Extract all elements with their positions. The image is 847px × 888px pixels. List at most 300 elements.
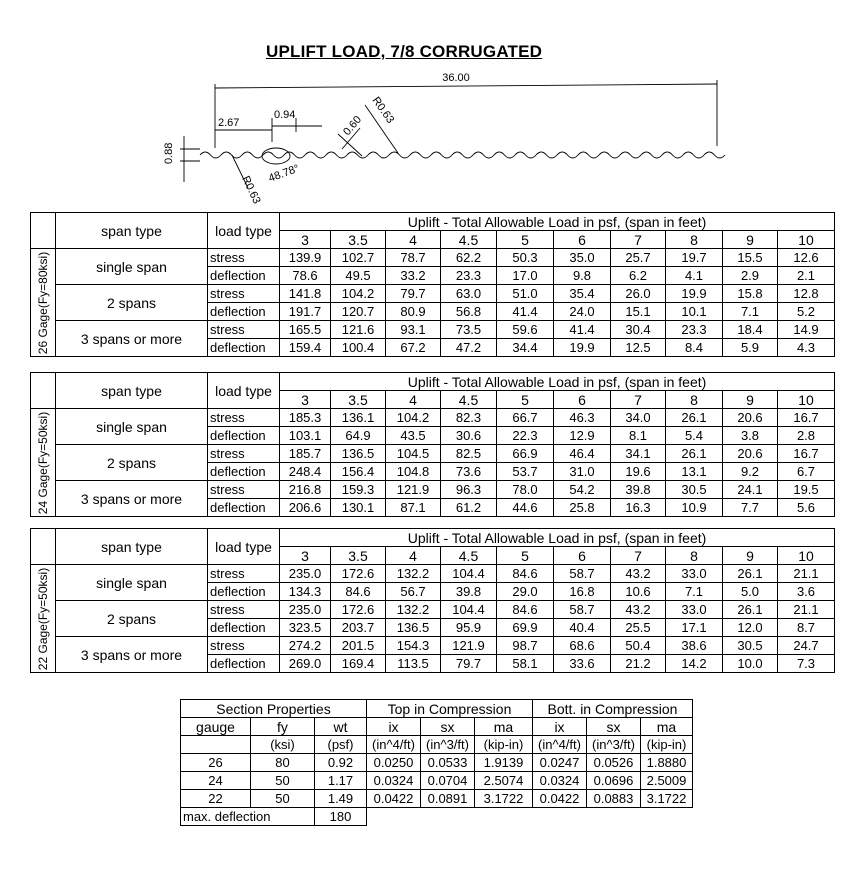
span-header-3: 3	[280, 547, 331, 565]
table-row	[181, 772, 693, 790]
property-cell: 0.0526	[587, 754, 641, 772]
property-cell: 80	[251, 754, 315, 772]
value-cell: 248.4	[280, 463, 331, 481]
value-cell: 87.1	[386, 499, 441, 517]
value-cell: 10.0	[723, 655, 778, 673]
value-cell: 139.9	[280, 249, 331, 267]
page-title: UPLIFT LOAD, 7/8 CORRUGATED	[266, 42, 543, 61]
value-cell: 19.6	[611, 463, 666, 481]
uplift-load-table-1	[30, 212, 835, 357]
value-cell: 269.0	[280, 655, 331, 673]
value-cell: 3.6	[778, 583, 835, 601]
col-fy: fy	[251, 718, 315, 736]
value-cell: 24.7	[778, 637, 835, 655]
value-cell: 10.1	[666, 303, 723, 321]
property-cell: 24	[181, 772, 251, 790]
value-cell: 191.7	[280, 303, 331, 321]
span-header-10: 10	[778, 391, 835, 409]
dim-pitch: 2.67	[218, 117, 240, 129]
value-cell: 5.2	[778, 303, 835, 321]
value-cell: 201.5	[331, 637, 386, 655]
load-type-cell: stress	[208, 445, 280, 463]
col-ma-top: ma	[475, 718, 533, 736]
property-cell: 3.1722	[641, 790, 693, 808]
value-cell: 34.4	[497, 339, 554, 357]
span-header-10: 10	[778, 547, 835, 565]
value-cell: 16.7	[778, 409, 835, 427]
value-cell: 16.7	[778, 445, 835, 463]
value-cell: 121.9	[441, 637, 497, 655]
unit-gauge-blank	[181, 736, 251, 754]
value-cell: 66.9	[497, 445, 554, 463]
span-header-7: 7	[611, 391, 666, 409]
value-cell: 15.5	[723, 249, 778, 267]
value-cell: 12.8	[778, 285, 835, 303]
span-header-3.5: 3.5	[331, 391, 386, 409]
span-header-4.5: 4.5	[441, 391, 497, 409]
value-cell: 84.6	[497, 565, 554, 583]
value-cell: 38.6	[666, 637, 723, 655]
value-cell: 73.6	[441, 463, 497, 481]
bott-compression-heading: Bott. in Compression	[533, 700, 693, 718]
value-cell: 169.4	[331, 655, 386, 673]
value-cell: 136.5	[331, 445, 386, 463]
value-cell: 98.7	[497, 637, 554, 655]
value-cell: 4.1	[666, 267, 723, 285]
col-wt: wt	[315, 718, 367, 736]
value-cell: 121.9	[386, 481, 441, 499]
value-cell: 59.6	[497, 321, 554, 339]
value-cell: 136.1	[331, 409, 386, 427]
value-cell: 66.7	[497, 409, 554, 427]
span-header-3.5: 3.5	[331, 231, 386, 249]
value-cell: 46.4	[554, 445, 611, 463]
value-cell: 104.8	[386, 463, 441, 481]
value-cell: 79.7	[441, 655, 497, 673]
dim-radius-top: R0.63	[369, 94, 397, 126]
value-cell: 46.3	[554, 409, 611, 427]
span-header-3: 3	[280, 391, 331, 409]
value-cell: 43.2	[611, 601, 666, 619]
unit-ix-top: (in^4/ft)	[367, 736, 421, 754]
value-cell: 13.1	[666, 463, 723, 481]
property-cell: 0.0324	[367, 772, 421, 790]
span-type-cell: 2 spans	[56, 601, 208, 637]
value-cell: 3.8	[723, 427, 778, 445]
dim-height: 0.88	[163, 142, 175, 164]
span-header-4.5: 4.5	[441, 231, 497, 249]
value-cell: 7.7	[723, 499, 778, 517]
value-cell: 78.0	[497, 481, 554, 499]
value-cell: 121.6	[331, 321, 386, 339]
value-cell: 100.4	[331, 339, 386, 357]
table-row	[31, 565, 835, 583]
span-header-9: 9	[723, 547, 778, 565]
max-deflection-value: 180	[315, 808, 367, 826]
value-cell: 73.5	[441, 321, 497, 339]
value-cell: 8.1	[611, 427, 666, 445]
value-cell: 23.3	[441, 267, 497, 285]
value-cell: 20.6	[723, 409, 778, 427]
property-cell: 50	[251, 790, 315, 808]
value-cell: 10.9	[666, 499, 723, 517]
property-cell: 0.0891	[421, 790, 475, 808]
value-cell: 7.3	[778, 655, 835, 673]
property-cell: 0.0883	[587, 790, 641, 808]
span-header-9: 9	[723, 391, 778, 409]
load-type-cell: deflection	[208, 463, 280, 481]
load-type-cell: stress	[208, 637, 280, 655]
value-cell: 43.5	[386, 427, 441, 445]
value-cell: 93.1	[386, 321, 441, 339]
value-cell: 33.0	[666, 601, 723, 619]
value-cell: 68.6	[554, 637, 611, 655]
span-header-7: 7	[611, 231, 666, 249]
value-cell: 134.3	[280, 583, 331, 601]
property-cell: 0.0422	[367, 790, 421, 808]
unit-wt: (psf)	[315, 736, 367, 754]
value-cell: 323.5	[280, 619, 331, 637]
value-cell: 103.1	[280, 427, 331, 445]
value-cell: 120.7	[331, 303, 386, 321]
dim-radius-bottom: R0.63	[239, 174, 263, 206]
table-row	[31, 445, 835, 463]
span-header-8: 8	[666, 547, 723, 565]
dim-half-width: 0.94	[274, 109, 296, 121]
span-type-cell: 2 spans	[56, 285, 208, 321]
span-type-cell: 3 spans or more	[56, 637, 208, 673]
value-cell: 95.9	[441, 619, 497, 637]
value-cell: 5.9	[723, 339, 778, 357]
table-row	[31, 481, 835, 499]
header-load-type: load type	[208, 213, 280, 249]
value-cell: 104.4	[441, 601, 497, 619]
gage-label-cell	[31, 565, 56, 673]
value-cell: 63.0	[441, 285, 497, 303]
span-header-4: 4	[386, 391, 441, 409]
value-cell: 82.5	[441, 445, 497, 463]
value-cell: 7.1	[666, 583, 723, 601]
span-header-4.5: 4.5	[441, 547, 497, 565]
value-cell: 39.8	[611, 481, 666, 499]
value-cell: 21.2	[611, 655, 666, 673]
value-cell: 34.1	[611, 445, 666, 463]
value-cell: 56.7	[386, 583, 441, 601]
value-cell: 21.1	[778, 565, 835, 583]
span-type-cell: 2 spans	[56, 445, 208, 481]
value-cell: 33.0	[666, 565, 723, 583]
value-cell: 14.9	[778, 321, 835, 339]
value-cell: 61.2	[441, 499, 497, 517]
table-row	[31, 249, 835, 267]
table-row	[181, 790, 693, 808]
header-load-type: load type	[208, 373, 280, 409]
property-cell: 22	[181, 790, 251, 808]
value-cell: 62.2	[441, 249, 497, 267]
value-cell: 26.1	[723, 565, 778, 583]
property-cell: 2.5074	[475, 772, 533, 790]
value-cell: 104.4	[441, 565, 497, 583]
col-ix-bott: ix	[533, 718, 587, 736]
header-span-type: span type	[56, 373, 208, 409]
property-cell: 0.0247	[533, 754, 587, 772]
span-header-4: 4	[386, 231, 441, 249]
value-cell: 141.8	[280, 285, 331, 303]
span-type-cell: 3 spans or more	[56, 481, 208, 517]
property-cell: 0.0533	[421, 754, 475, 772]
value-cell: 82.3	[441, 409, 497, 427]
span-header-8: 8	[666, 231, 723, 249]
value-cell: 113.5	[386, 655, 441, 673]
value-cell: 18.4	[723, 321, 778, 339]
section-properties-table	[180, 699, 693, 826]
value-cell: 235.0	[280, 565, 331, 583]
value-cell: 50.3	[497, 249, 554, 267]
header-uplift: Uplift - Total Allowable Load in psf, (span in feet)	[280, 529, 835, 547]
dim-gap: 0.60	[341, 113, 365, 138]
property-cell: 0.92	[315, 754, 367, 772]
header-span-type: span type	[56, 529, 208, 565]
value-cell: 104.5	[386, 445, 441, 463]
value-cell: 203.7	[331, 619, 386, 637]
value-cell: 12.5	[611, 339, 666, 357]
value-cell: 78.6	[280, 267, 331, 285]
value-cell: 20.6	[723, 445, 778, 463]
value-cell: 33.2	[386, 267, 441, 285]
load-type-cell: stress	[208, 409, 280, 427]
col-gauge: gauge	[181, 718, 251, 736]
unit-sx-top: (in^3/ft)	[421, 736, 475, 754]
load-type-cell: deflection	[208, 427, 280, 445]
value-cell: 24.1	[723, 481, 778, 499]
value-cell: 172.6	[331, 601, 386, 619]
value-cell: 84.6	[331, 583, 386, 601]
value-cell: 69.9	[497, 619, 554, 637]
value-cell: 185.3	[280, 409, 331, 427]
property-cell: 3.1722	[475, 790, 533, 808]
value-cell: 16.8	[554, 583, 611, 601]
value-cell: 25.8	[554, 499, 611, 517]
unit-ma-bott: (kip-in)	[641, 736, 693, 754]
load-type-cell: deflection	[208, 267, 280, 285]
value-cell: 15.8	[723, 285, 778, 303]
load-type-cell: stress	[208, 481, 280, 499]
value-cell: 19.5	[778, 481, 835, 499]
unit-fy: (ksi)	[251, 736, 315, 754]
value-cell: 104.2	[386, 409, 441, 427]
span-header-6: 6	[554, 547, 611, 565]
value-cell: 2.9	[723, 267, 778, 285]
value-cell: 19.9	[554, 339, 611, 357]
span-type-cell: single span	[56, 249, 208, 285]
table-row	[31, 409, 835, 427]
span-header-9: 9	[723, 231, 778, 249]
value-cell: 40.4	[554, 619, 611, 637]
value-cell: 64.9	[331, 427, 386, 445]
value-cell: 39.8	[441, 583, 497, 601]
load-type-cell: stress	[208, 601, 280, 619]
value-cell: 8.7	[778, 619, 835, 637]
span-header-4: 4	[386, 547, 441, 565]
value-cell: 7.1	[723, 303, 778, 321]
span-type-cell: single span	[56, 565, 208, 601]
value-cell: 132.2	[386, 601, 441, 619]
load-type-cell: stress	[208, 285, 280, 303]
value-cell: 14.2	[666, 655, 723, 673]
value-cell: 54.2	[554, 481, 611, 499]
span-header-5: 5	[497, 231, 554, 249]
value-cell: 80.9	[386, 303, 441, 321]
value-cell: 67.2	[386, 339, 441, 357]
header-uplift: Uplift - Total Allowable Load in psf, (span in feet)	[280, 373, 835, 391]
value-cell: 49.5	[331, 267, 386, 285]
value-cell: 58.7	[554, 565, 611, 583]
header-uplift: Uplift - Total Allowable Load in psf, (span in feet)	[280, 213, 835, 231]
value-cell: 102.7	[331, 249, 386, 267]
value-cell: 26.1	[666, 409, 723, 427]
unit-ma-top: (kip-in)	[475, 736, 533, 754]
load-type-cell: deflection	[208, 583, 280, 601]
value-cell: 159.3	[331, 481, 386, 499]
value-cell: 132.2	[386, 565, 441, 583]
value-cell: 12.0	[723, 619, 778, 637]
header-corner	[31, 529, 56, 565]
uplift-load-table-2	[30, 372, 835, 517]
value-cell: 33.6	[554, 655, 611, 673]
property-cell: 0.0324	[533, 772, 587, 790]
load-type-cell: deflection	[208, 655, 280, 673]
table-row	[181, 754, 693, 772]
span-header-8: 8	[666, 391, 723, 409]
span-header-3: 3	[280, 231, 331, 249]
value-cell: 9.8	[554, 267, 611, 285]
value-cell: 31.0	[554, 463, 611, 481]
col-sx-bott: sx	[587, 718, 641, 736]
value-cell: 17.0	[497, 267, 554, 285]
value-cell: 235.0	[280, 601, 331, 619]
section-properties-heading: Section Properties	[181, 700, 367, 718]
value-cell: 104.2	[331, 285, 386, 303]
table-row	[31, 601, 835, 619]
value-cell: 51.0	[497, 285, 554, 303]
load-type-cell: deflection	[208, 303, 280, 321]
value-cell: 21.1	[778, 601, 835, 619]
value-cell: 30.5	[723, 637, 778, 655]
property-cell: 0.0422	[533, 790, 587, 808]
value-cell: 24.0	[554, 303, 611, 321]
value-cell: 25.5	[611, 619, 666, 637]
header-corner	[31, 373, 56, 409]
span-header-7: 7	[611, 547, 666, 565]
value-cell: 16.3	[611, 499, 666, 517]
value-cell: 17.1	[666, 619, 723, 637]
value-cell: 56.8	[441, 303, 497, 321]
span-header-10: 10	[778, 231, 835, 249]
property-cell: 1.8880	[641, 754, 693, 772]
value-cell: 8.4	[666, 339, 723, 357]
value-cell: 12.9	[554, 427, 611, 445]
corrugated-profile-drawing	[160, 70, 730, 215]
value-cell: 96.3	[441, 481, 497, 499]
unit-sx-bott: (in^3/ft)	[587, 736, 641, 754]
value-cell: 53.7	[497, 463, 554, 481]
value-cell: 50.4	[611, 637, 666, 655]
value-cell: 185.7	[280, 445, 331, 463]
uplift-load-table-3	[30, 528, 835, 673]
span-type-cell: single span	[56, 409, 208, 445]
value-cell: 19.7	[666, 249, 723, 267]
table-row	[31, 285, 835, 303]
value-cell: 19.9	[666, 285, 723, 303]
value-cell: 12.6	[778, 249, 835, 267]
max-deflection-label: max. deflection	[181, 808, 315, 826]
corrugation-wave	[200, 152, 725, 158]
value-cell: 41.4	[497, 303, 554, 321]
load-type-cell: stress	[208, 249, 280, 267]
col-ix-top: ix	[367, 718, 421, 736]
value-cell: 156.4	[331, 463, 386, 481]
load-type-cell: deflection	[208, 339, 280, 357]
value-cell: 26.1	[723, 601, 778, 619]
value-cell: 79.7	[386, 285, 441, 303]
value-cell: 154.3	[386, 637, 441, 655]
property-cell: 0.0250	[367, 754, 421, 772]
value-cell: 43.2	[611, 565, 666, 583]
col-ma-bott: ma	[641, 718, 693, 736]
value-cell: 4.3	[778, 339, 835, 357]
span-header-6: 6	[554, 391, 611, 409]
top-compression-heading: Top in Compression	[367, 700, 533, 718]
header-load-type: load type	[208, 529, 280, 565]
value-cell: 25.7	[611, 249, 666, 267]
value-cell: 84.6	[497, 601, 554, 619]
value-cell: 29.0	[497, 583, 554, 601]
table-row	[31, 321, 835, 339]
value-cell: 35.0	[554, 249, 611, 267]
value-cell: 2.8	[778, 427, 835, 445]
table-row	[31, 637, 835, 655]
gage-label-cell	[31, 249, 56, 357]
value-cell: 5.6	[778, 499, 835, 517]
span-header-5: 5	[497, 547, 554, 565]
value-cell: 41.4	[554, 321, 611, 339]
span-header-6: 6	[554, 231, 611, 249]
gage-label: 26 Gage(Fy=80ksi)	[36, 251, 50, 354]
property-cell: 0.0704	[421, 772, 475, 790]
property-cell: 0.0696	[587, 772, 641, 790]
load-type-cell: deflection	[208, 619, 280, 637]
value-cell: 23.3	[666, 321, 723, 339]
value-cell: 44.6	[497, 499, 554, 517]
property-cell: 2.5009	[641, 772, 693, 790]
value-cell: 136.5	[386, 619, 441, 637]
value-cell: 26.0	[611, 285, 666, 303]
header-span-type: span type	[56, 213, 208, 249]
load-type-cell: stress	[208, 565, 280, 583]
property-cell: 50	[251, 772, 315, 790]
value-cell: 30.5	[666, 481, 723, 499]
value-cell: 58.7	[554, 601, 611, 619]
value-cell: 206.6	[280, 499, 331, 517]
col-sx-top: sx	[421, 718, 475, 736]
value-cell: 35.4	[554, 285, 611, 303]
span-type-cell: 3 spans or more	[56, 321, 208, 357]
value-cell: 30.4	[611, 321, 666, 339]
unit-ix-bott: (in^4/ft)	[533, 736, 587, 754]
value-cell: 58.1	[497, 655, 554, 673]
value-cell: 274.2	[280, 637, 331, 655]
value-cell: 172.6	[331, 565, 386, 583]
